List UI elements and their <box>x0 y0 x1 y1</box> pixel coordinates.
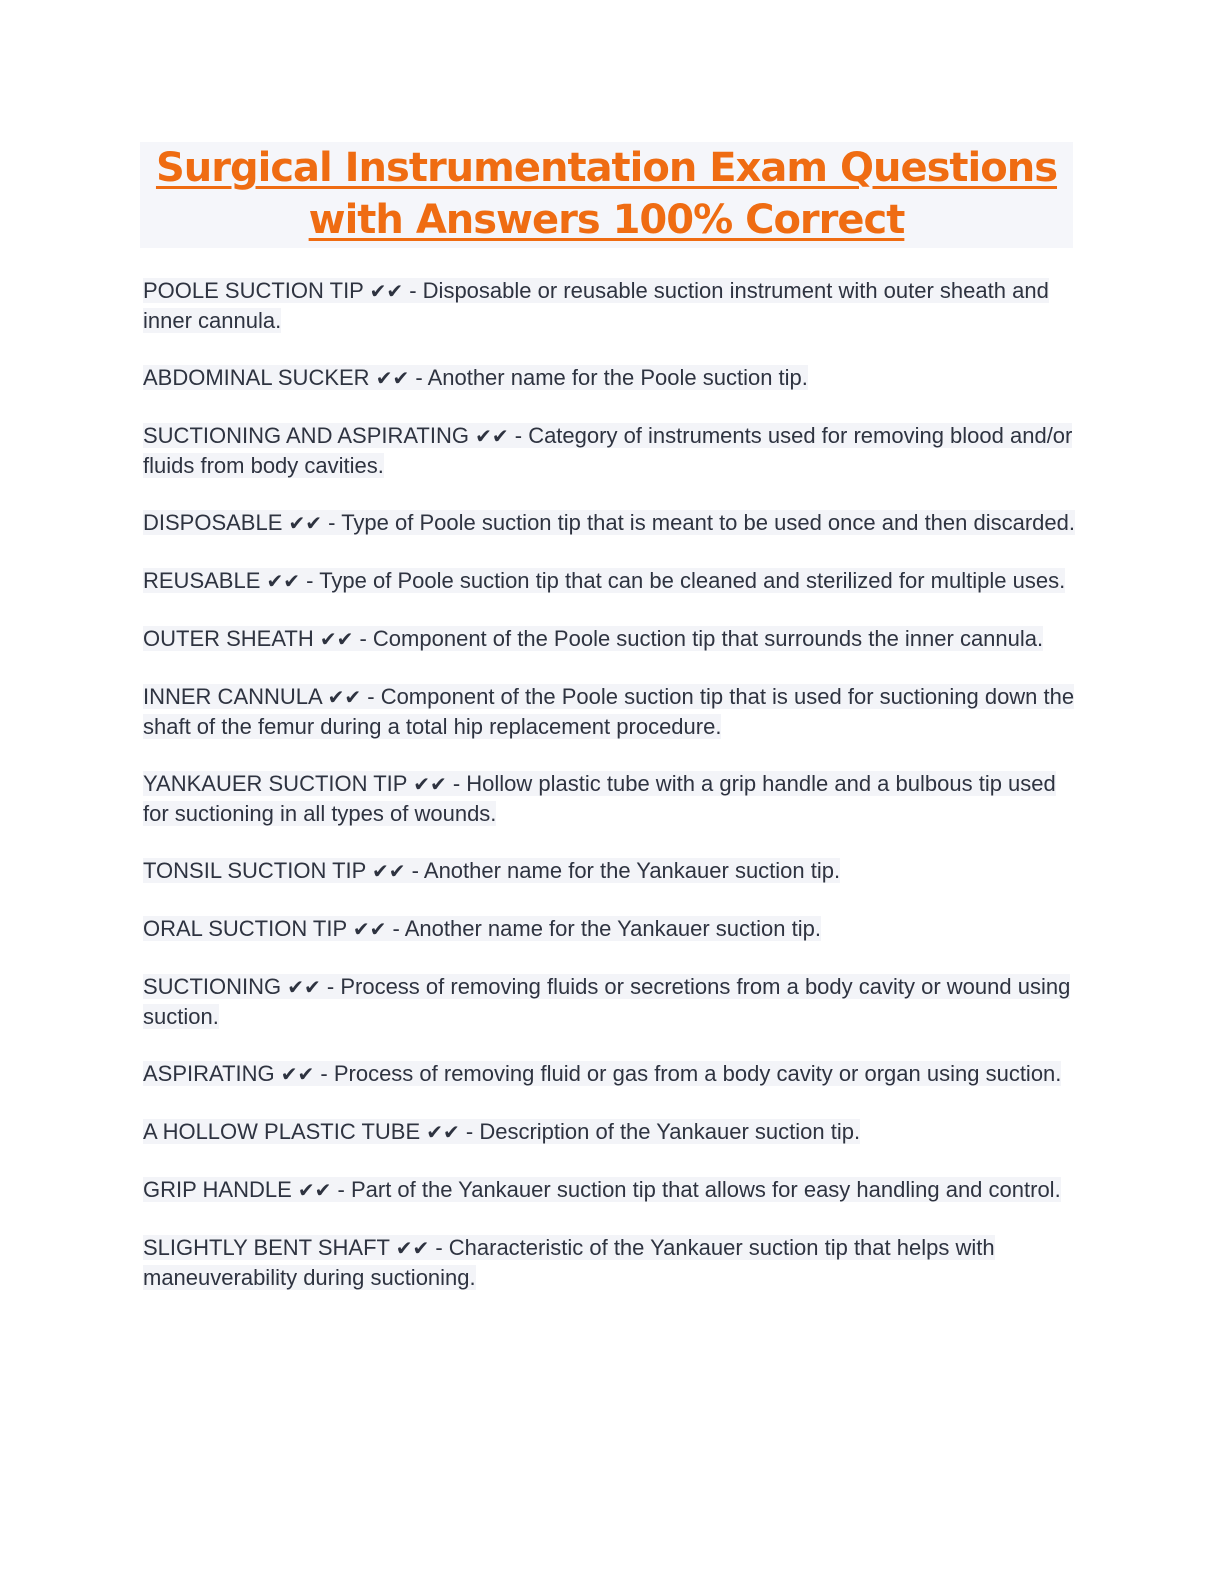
entry-term: SLIGHTLY BENT SHAFT <box>143 1235 390 1260</box>
entry-separator: - <box>446 771 467 796</box>
qa-entry-text <box>143 1119 860 1144</box>
double-check-icon: ✔✔ <box>375 366 410 390</box>
double-check-icon: ✔✔ <box>372 859 406 883</box>
qa-entry-text <box>143 916 821 941</box>
entry-definition: Part of the Yankauer suction tip that allows for easy handling and control. <box>350 1177 1061 1202</box>
page-title-part-1: Surgical Instrumentation Exam Questions <box>155 145 1058 191</box>
qa-entry <box>143 508 1083 538</box>
entry-separator: - <box>386 916 405 941</box>
entry-definition: Another name for the Yankauer suction tip. <box>423 858 841 883</box>
qa-entry <box>143 682 1083 741</box>
entry-definition: Process of removing fluids or secretions from a body cavity or wound using suction. <box>143 974 1071 1029</box>
entry-separator: - <box>331 1177 351 1202</box>
entry-definition: Type of Poole suction tip that can be cleaned and sterilized for multiple uses. <box>319 568 1066 593</box>
entry-definition: Component of the Poole suction tip that is used for suctioning down the shaft of the femur during a total hip replacement procedure. <box>143 684 1075 739</box>
entry-term: GRIP HANDLE <box>143 1177 292 1202</box>
entry-term: REUSABLE <box>143 568 261 593</box>
qa-entry-text <box>143 684 1074 739</box>
entry-term: OUTER SHEATH <box>143 626 314 651</box>
qa-entry <box>143 276 1083 335</box>
entry-term: SUCTIONING <box>143 974 282 999</box>
entry-separator: - <box>459 1119 480 1144</box>
qa-entry-text <box>143 1177 1061 1202</box>
entry-definition: Component of the Poole suction tip that surrounds the inner cannula. <box>372 626 1044 651</box>
entry-separator: - <box>361 684 381 709</box>
entry-term: POOLE SUCTION TIP <box>143 278 364 303</box>
entry-term: TONSIL SUCTION TIP <box>143 858 366 883</box>
entry-separator: - <box>300 568 320 593</box>
page-title-part-2: with Answers 100% Correct <box>308 197 905 243</box>
entry-definition: Process of removing fluid or gas from a body cavity or organ using suction. <box>333 1061 1062 1086</box>
qa-entry-text <box>143 568 1065 593</box>
double-check-icon: ✔✔ <box>297 1178 332 1202</box>
qa-entry-text <box>143 771 1056 826</box>
entry-definition: Another name for the Poole suction tip. <box>427 365 808 390</box>
entry-definition: Hollow plastic tube with a grip handle and a bulbous tip used for suctioning in all types of wounds. <box>143 771 1056 826</box>
entry-separator: - <box>314 1061 334 1086</box>
entry-term: SUCTIONING AND ASPIRATING <box>143 423 469 448</box>
qa-entry-text <box>143 365 808 390</box>
qa-entry <box>143 1117 1083 1147</box>
title-line-1 <box>140 142 1073 194</box>
entry-term: A HOLLOW PLASTIC TUBE <box>143 1119 421 1144</box>
qa-entry <box>143 914 1083 944</box>
qa-entry <box>143 566 1083 596</box>
title-block <box>140 142 1073 248</box>
entry-separator: - <box>353 626 373 651</box>
entry-definition: Category of instruments used for removing blood and/or fluids from body cavities. <box>143 423 1073 478</box>
qa-entry-text <box>143 974 1070 1029</box>
double-check-icon: ✔✔ <box>395 1236 430 1260</box>
qa-entry-text <box>143 423 1072 478</box>
entry-separator: - <box>320 974 341 999</box>
qa-entry <box>143 363 1083 393</box>
qa-entry <box>143 1059 1083 1089</box>
qa-entry <box>143 769 1083 828</box>
double-check-icon: ✔✔ <box>287 975 321 999</box>
double-check-icon: ✔✔ <box>426 1120 460 1144</box>
qa-entry <box>143 1175 1083 1205</box>
qa-entry <box>143 1233 1083 1292</box>
double-check-icon: ✔✔ <box>475 424 509 448</box>
title-line-2 <box>140 194 1073 246</box>
qa-entry <box>143 624 1083 654</box>
entry-definition: Another name for the Yankauer suction tip. <box>404 916 821 941</box>
qa-entry <box>143 856 1083 886</box>
entry-separator: - <box>405 858 424 883</box>
entry-term: YANKAUER SUCTION TIP <box>143 771 408 796</box>
double-check-icon: ✔✔ <box>413 772 447 796</box>
double-check-icon: ✔✔ <box>327 685 362 709</box>
entry-separator: - <box>322 510 342 535</box>
entry-definition: Disposable or reusable suction instrument with outer sheath and inner cannula. <box>143 278 1049 333</box>
qa-entry-text <box>143 510 1075 535</box>
entry-term: ABDOMINAL SUCKER <box>143 365 370 390</box>
entry-definition: Characteristic of the Yankauer suction tip that helps with maneuverability during suctioning. <box>143 1235 995 1290</box>
qa-entry-text <box>143 278 1049 333</box>
entry-separator: - <box>508 423 529 448</box>
double-check-icon: ✔✔ <box>369 279 404 303</box>
qa-entry <box>143 421 1083 480</box>
entry-definition: Description of the Yankauer suction tip. <box>479 1119 861 1144</box>
double-check-icon: ✔✔ <box>288 511 323 535</box>
entry-term: INNER CANNULA <box>143 684 322 709</box>
entry-separator: - <box>409 365 428 390</box>
entry-term: DISPOSABLE <box>143 510 283 535</box>
entry-separator: - <box>403 278 423 303</box>
entry-term: ASPIRATING <box>143 1061 275 1086</box>
qa-list <box>143 276 1083 1320</box>
double-check-icon: ✔✔ <box>319 627 354 651</box>
entry-separator: - <box>429 1235 449 1260</box>
double-check-icon: ✔✔ <box>352 917 387 941</box>
qa-entry-text <box>143 858 840 883</box>
double-check-icon: ✔✔ <box>280 1062 315 1086</box>
qa-entry-text <box>143 626 1043 651</box>
qa-entry-text <box>143 1235 995 1290</box>
entry-definition: Type of Poole suction tip that is meant to be used once and then discarded. <box>341 510 1075 535</box>
double-check-icon: ✔✔ <box>266 569 301 593</box>
entry-term: ORAL SUCTION TIP <box>143 916 347 941</box>
qa-entry <box>143 972 1083 1031</box>
qa-entry-text <box>143 1061 1061 1086</box>
